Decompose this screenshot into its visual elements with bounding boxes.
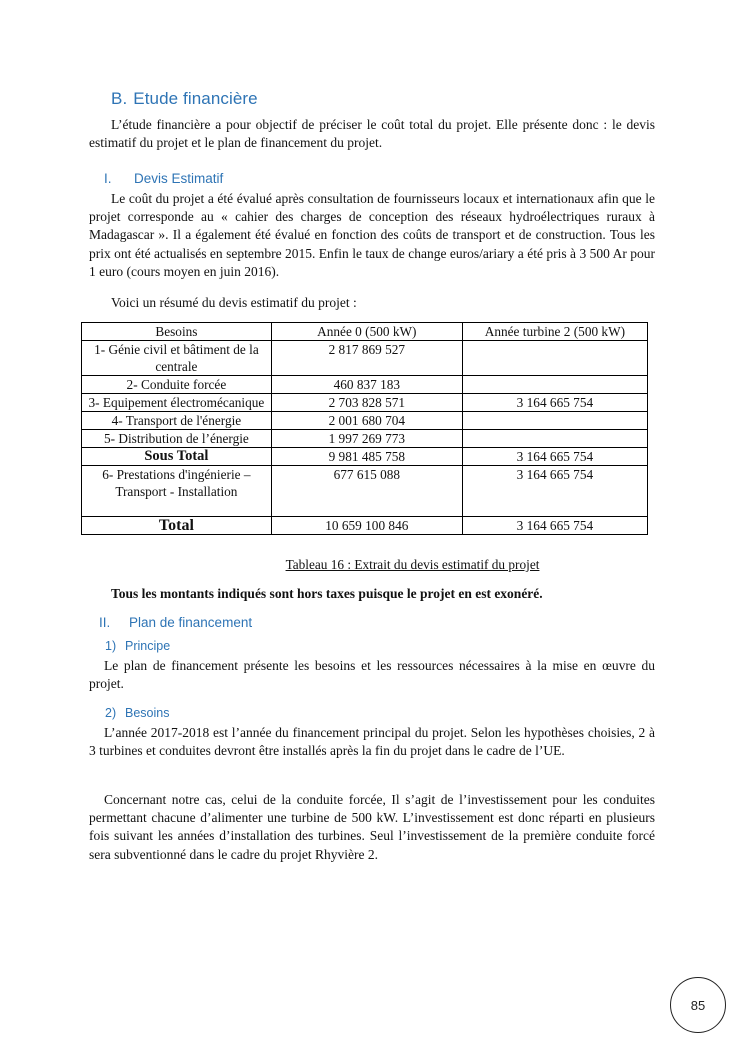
tax-note: Tous les montants indiqués sont hors taxes puisque le projet en est exonéré. [111, 586, 543, 601]
section-title: Devis Estimatif [134, 171, 224, 186]
header-turbine2: Année turbine 2 (500 kW) [462, 323, 647, 341]
row-label: 1- Génie civil et bâtiment de la centrale [82, 341, 272, 376]
section-heading-plan [99, 615, 252, 630]
besoins-paragraph-1: L’année 2017-2018 est l’année du financement principal du projet. Selon les hypothèses choisies, 2 à 3 turbines et conduites devront être installés après la fin du projet dans le cadre de l’UE. [89, 725, 655, 759]
table-caption [0, 557, 745, 573]
principe-paragraph: Le plan de financement présente les besoins et les ressources nécessaires à la mise en œuvre du projet. [89, 658, 655, 692]
row-turbine2 [462, 341, 647, 376]
subsection-heading-besoins [105, 706, 169, 720]
row-year0: 2 817 869 527 [271, 341, 462, 376]
row-year0: 460 837 183 [271, 376, 462, 394]
row-label: 5- Distribution de l’énergie [82, 430, 272, 448]
table-header-row [82, 323, 648, 341]
table-row-total [82, 517, 648, 535]
subsection-number: 1) [105, 639, 117, 653]
row-year0: 2 001 680 704 [271, 412, 462, 430]
row-turbine2: 3 164 665 754 [462, 448, 647, 466]
row-turbine2 [462, 412, 647, 430]
devis-table [81, 322, 648, 535]
row-year0: 2 703 828 571 [271, 394, 462, 412]
devis-paragraph: Le coût du projet a été évalué après consultation de fournisseurs locaux et internationaux afin que le projet corresponde au « cahier des charges de conception des réseaux hydroélectriques ruraux à Madagascar ». Il a également été évalué en fonction des coûts de transport et de construction. Tous les prix ont été actualisés en septembre 2015. Enfin le taux de change euros/ariary a été pris à 3 500 Ar pour 1 euro (cours moyen en juin 2016). [89, 191, 655, 279]
subsection-title: Besoins [125, 706, 170, 720]
table-row [82, 376, 648, 394]
section-heading-b [111, 89, 258, 109]
row-year0: 677 615 088 [271, 466, 462, 517]
row-turbine2: 3 164 665 754 [462, 466, 647, 517]
row-turbine2: 3 164 665 754 [462, 517, 647, 535]
header-annee0: Année 0 (500 kW) [271, 323, 462, 341]
table-row [82, 430, 648, 448]
row-label: Total [82, 517, 272, 535]
summary-intro: Voici un résumé du devis estimatif du projet : [111, 295, 357, 310]
section-title: Etude financière [133, 89, 258, 108]
table-row [82, 394, 648, 412]
subsection-title: Principe [125, 639, 171, 653]
caption-text: Tableau 16 : Extrait du devis estimatif du projet [285, 557, 540, 572]
table-row-subtotal [82, 448, 648, 466]
page-number: 85 [690, 997, 706, 1013]
subsection-number: 2) [105, 706, 117, 720]
row-label: Sous Total [82, 448, 272, 466]
table-row [82, 466, 648, 517]
row-turbine2 [462, 430, 647, 448]
row-turbine2: 3 164 665 754 [462, 394, 647, 412]
section-heading-devis [104, 171, 223, 186]
section-number: B. [111, 89, 128, 108]
row-label: 2- Conduite forcée [82, 376, 272, 394]
header-besoins: Besoins [82, 323, 272, 341]
besoins-paragraph-2: Concernant notre cas, celui de la conduite forcée, Il s’agit de l’investissement pour les conduites permettant chacune d’alimenter une turbine de 500 kW. L’investissement est donc réparti en plusieurs fois suivant les années d’installation des turbines. Seul l’investissement de la première conduite forcé sera subventionné dans le cadre du projet Rhyvière 2. [89, 792, 655, 862]
intro-paragraph: L’étude financière a pour objectif de préciser le coût total du projet. Elle présente donc : le devis estimatif du projet et le plan de financement du projet. [89, 117, 655, 151]
row-label: 6- Prestations d'ingénierie – Transport - Installation [82, 466, 272, 517]
table-row [82, 341, 648, 376]
row-year0: 9 981 485 758 [271, 448, 462, 466]
table-row [82, 412, 648, 430]
row-year0: 10 659 100 846 [271, 517, 462, 535]
section-title: Plan de financement [129, 615, 253, 630]
subsection-heading-principe [105, 639, 170, 653]
row-label: 3- Equipement électromécanique [82, 394, 272, 412]
row-turbine2 [462, 376, 647, 394]
row-year0: 1 997 269 773 [271, 430, 462, 448]
section-number: II. [99, 615, 111, 630]
section-number: I. [104, 171, 112, 186]
row-label: 4- Transport de l'énergie [82, 412, 272, 430]
page-number-badge [670, 977, 726, 1033]
